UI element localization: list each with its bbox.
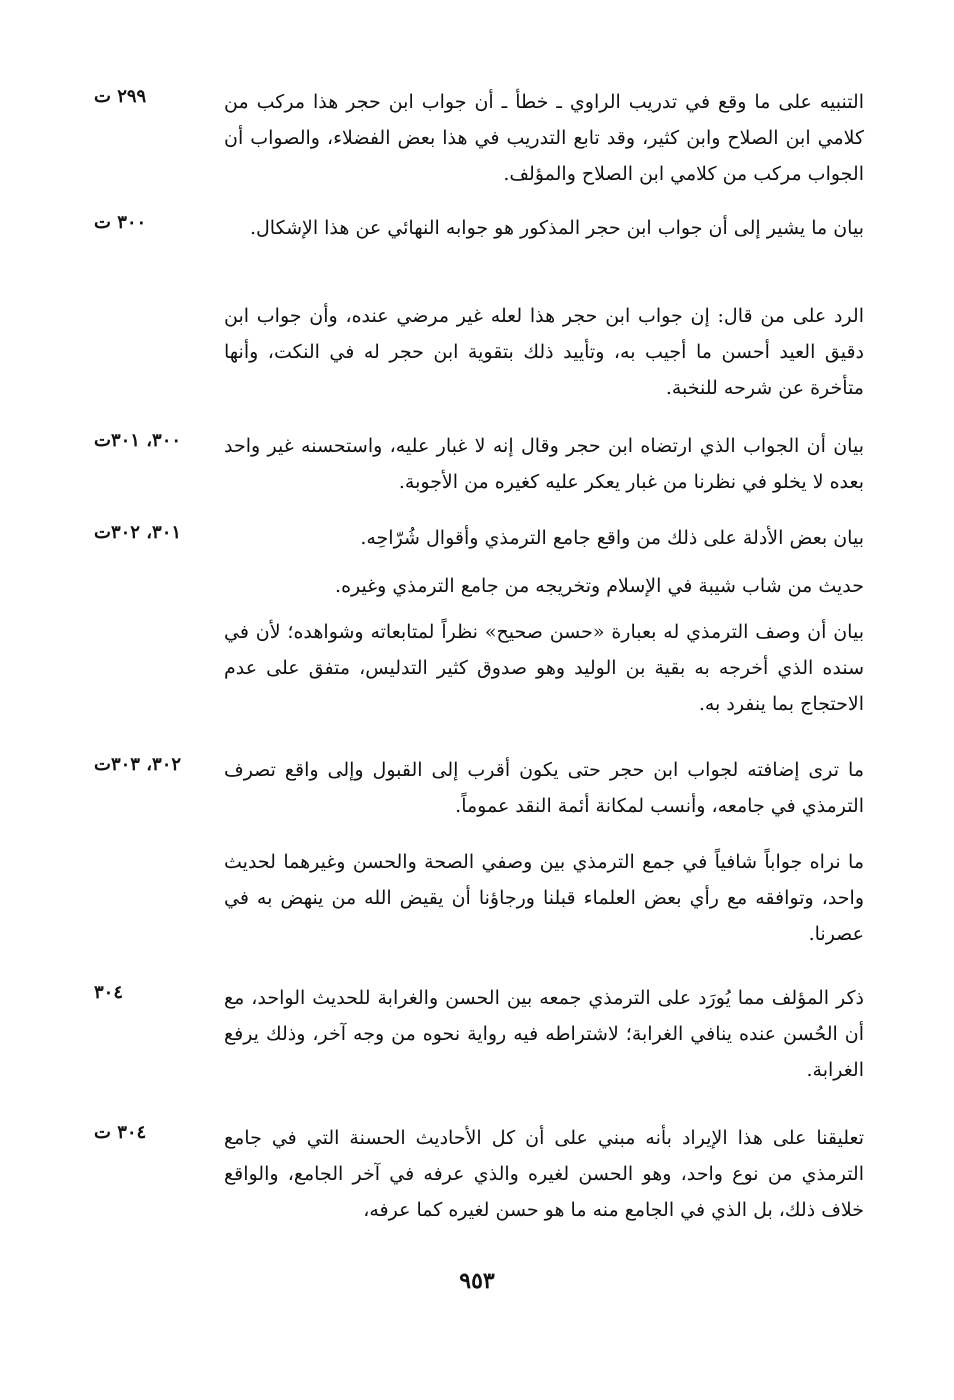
index-entry [94, 84, 864, 200]
index-entry [94, 428, 864, 508]
entry-page-ref: ٣٠١، ٣٠٢ت [94, 522, 182, 543]
entry-text: ذكر المؤلف مما يُورَد على الترمذي جمعه بين الحسن والغرابة للحديث الواحد، مع أن الحُسن عنده ينافي الغرابة؛ لاشتراطه فيه رواية نحوه من وجه آخر، وذلك يرفع الغرابة. [224, 987, 864, 1081]
index-entry [94, 1120, 864, 1236]
index-entry [94, 752, 864, 832]
entry-page-ref: ٣٠٢، ٣٠٣ت [94, 754, 182, 775]
entry-text: بيان ما يشير إلى أن جواب ابن حجر المذكور هو جوابه النهائي عن هذا الإشكال. [249, 217, 864, 239]
entry-text: ما ترى إضافته لجواب ابن حجر حتى يكون أقرب إلى القبول وإلى واقع تصرف الترمذي في جامعه، وأنسب لمكانة أئمة النقد عموماً. [224, 759, 864, 817]
page-number: ٩٥٣ [459, 1268, 495, 1294]
entry-text: حديث من شاب شيبة في الإسلام وتخريجه من جامع الترمذي وغيره. [335, 575, 864, 597]
entry-text: بيان أن الجواب الذي ارتضاه ابن حجر وقال إنه لا غبار عليه، واستحسنه غير واحد بعده لا يخلو في نظرنا من غبار يعكر عليه كغيره من الأجوبة. [224, 435, 864, 493]
entry-text: الرد على من قال: إن جواب ابن حجر هذا لعله غير مرضي عنده، وأن جواب ابن دقيق العيد أحسن ما أجيب به، وتأييد ذلك بتقوية ابن حجر له في النكت، وأنها متأخرة عن شرحه للنخبة. [224, 305, 864, 399]
index-entry [94, 614, 864, 730]
entry-page-ref: ٣٠٠ ت [94, 212, 147, 233]
index-entry [94, 298, 864, 414]
entry-text: بيان أن وصف الترمذي له بعبارة «حسن صحيح» نظراً لمتابعاته وشواهده؛ لأن في سنده الذي أخرجه به بقية بن الوليد وهو صدوق كثير التدليس، متفق على عدم الاحتجاج بما ينفرد به. [224, 621, 864, 715]
index-entry [94, 980, 864, 1096]
entry-text: ما نراه جواباً شافياً في جمع الترمذي بين وصفي الصحة والحسن وغيرهما لحديث واحد، وتوافقه مع رأي بعض العلماء قبلنا ورجاؤنا أن يقيض الله من ينهض به في عصرنا. [224, 851, 864, 945]
entry-text: تعليقنا على هذا الإيراد بأنه مبني على أن كل الأحاديث الحسنة التي في جامع الترمذي من نوع واحد، وهو الحسن لغيره والذي عرفه في آخر الجامع، والواقع خلاف ذلك، بل الذي في الجامع منه ما هو حسن لغيره كما عرفه، [224, 1127, 864, 1221]
index-entry [94, 210, 864, 290]
entry-page-ref: ٣٠٠، ٣٠١ت [94, 430, 182, 451]
index-entry [94, 844, 864, 960]
entry-text: التنبيه على ما وقع في تدريب الراوي ـ خطأ ـ أن جواب ابن حجر هذا مركب من كلامي ابن الصلاح وابن كثير، وقد تابع التدريب في هذا بعض الفضلاء، والصواب أن الجواب مركب من كلامي ابن الصلاح والمؤلف. [224, 91, 864, 185]
entry-page-ref: ٣٠٤ [94, 982, 124, 1003]
index-entry [94, 568, 864, 608]
entry-text: بيان بعض الأدلة على ذلك من واقع جامع الترمذي وأقوال شُرّاحِه. [360, 527, 864, 549]
entry-page-ref: ٣٠٤ ت [94, 1122, 147, 1143]
entry-page-ref: ٢٩٩ ت [94, 86, 147, 107]
index-entry [94, 520, 864, 560]
